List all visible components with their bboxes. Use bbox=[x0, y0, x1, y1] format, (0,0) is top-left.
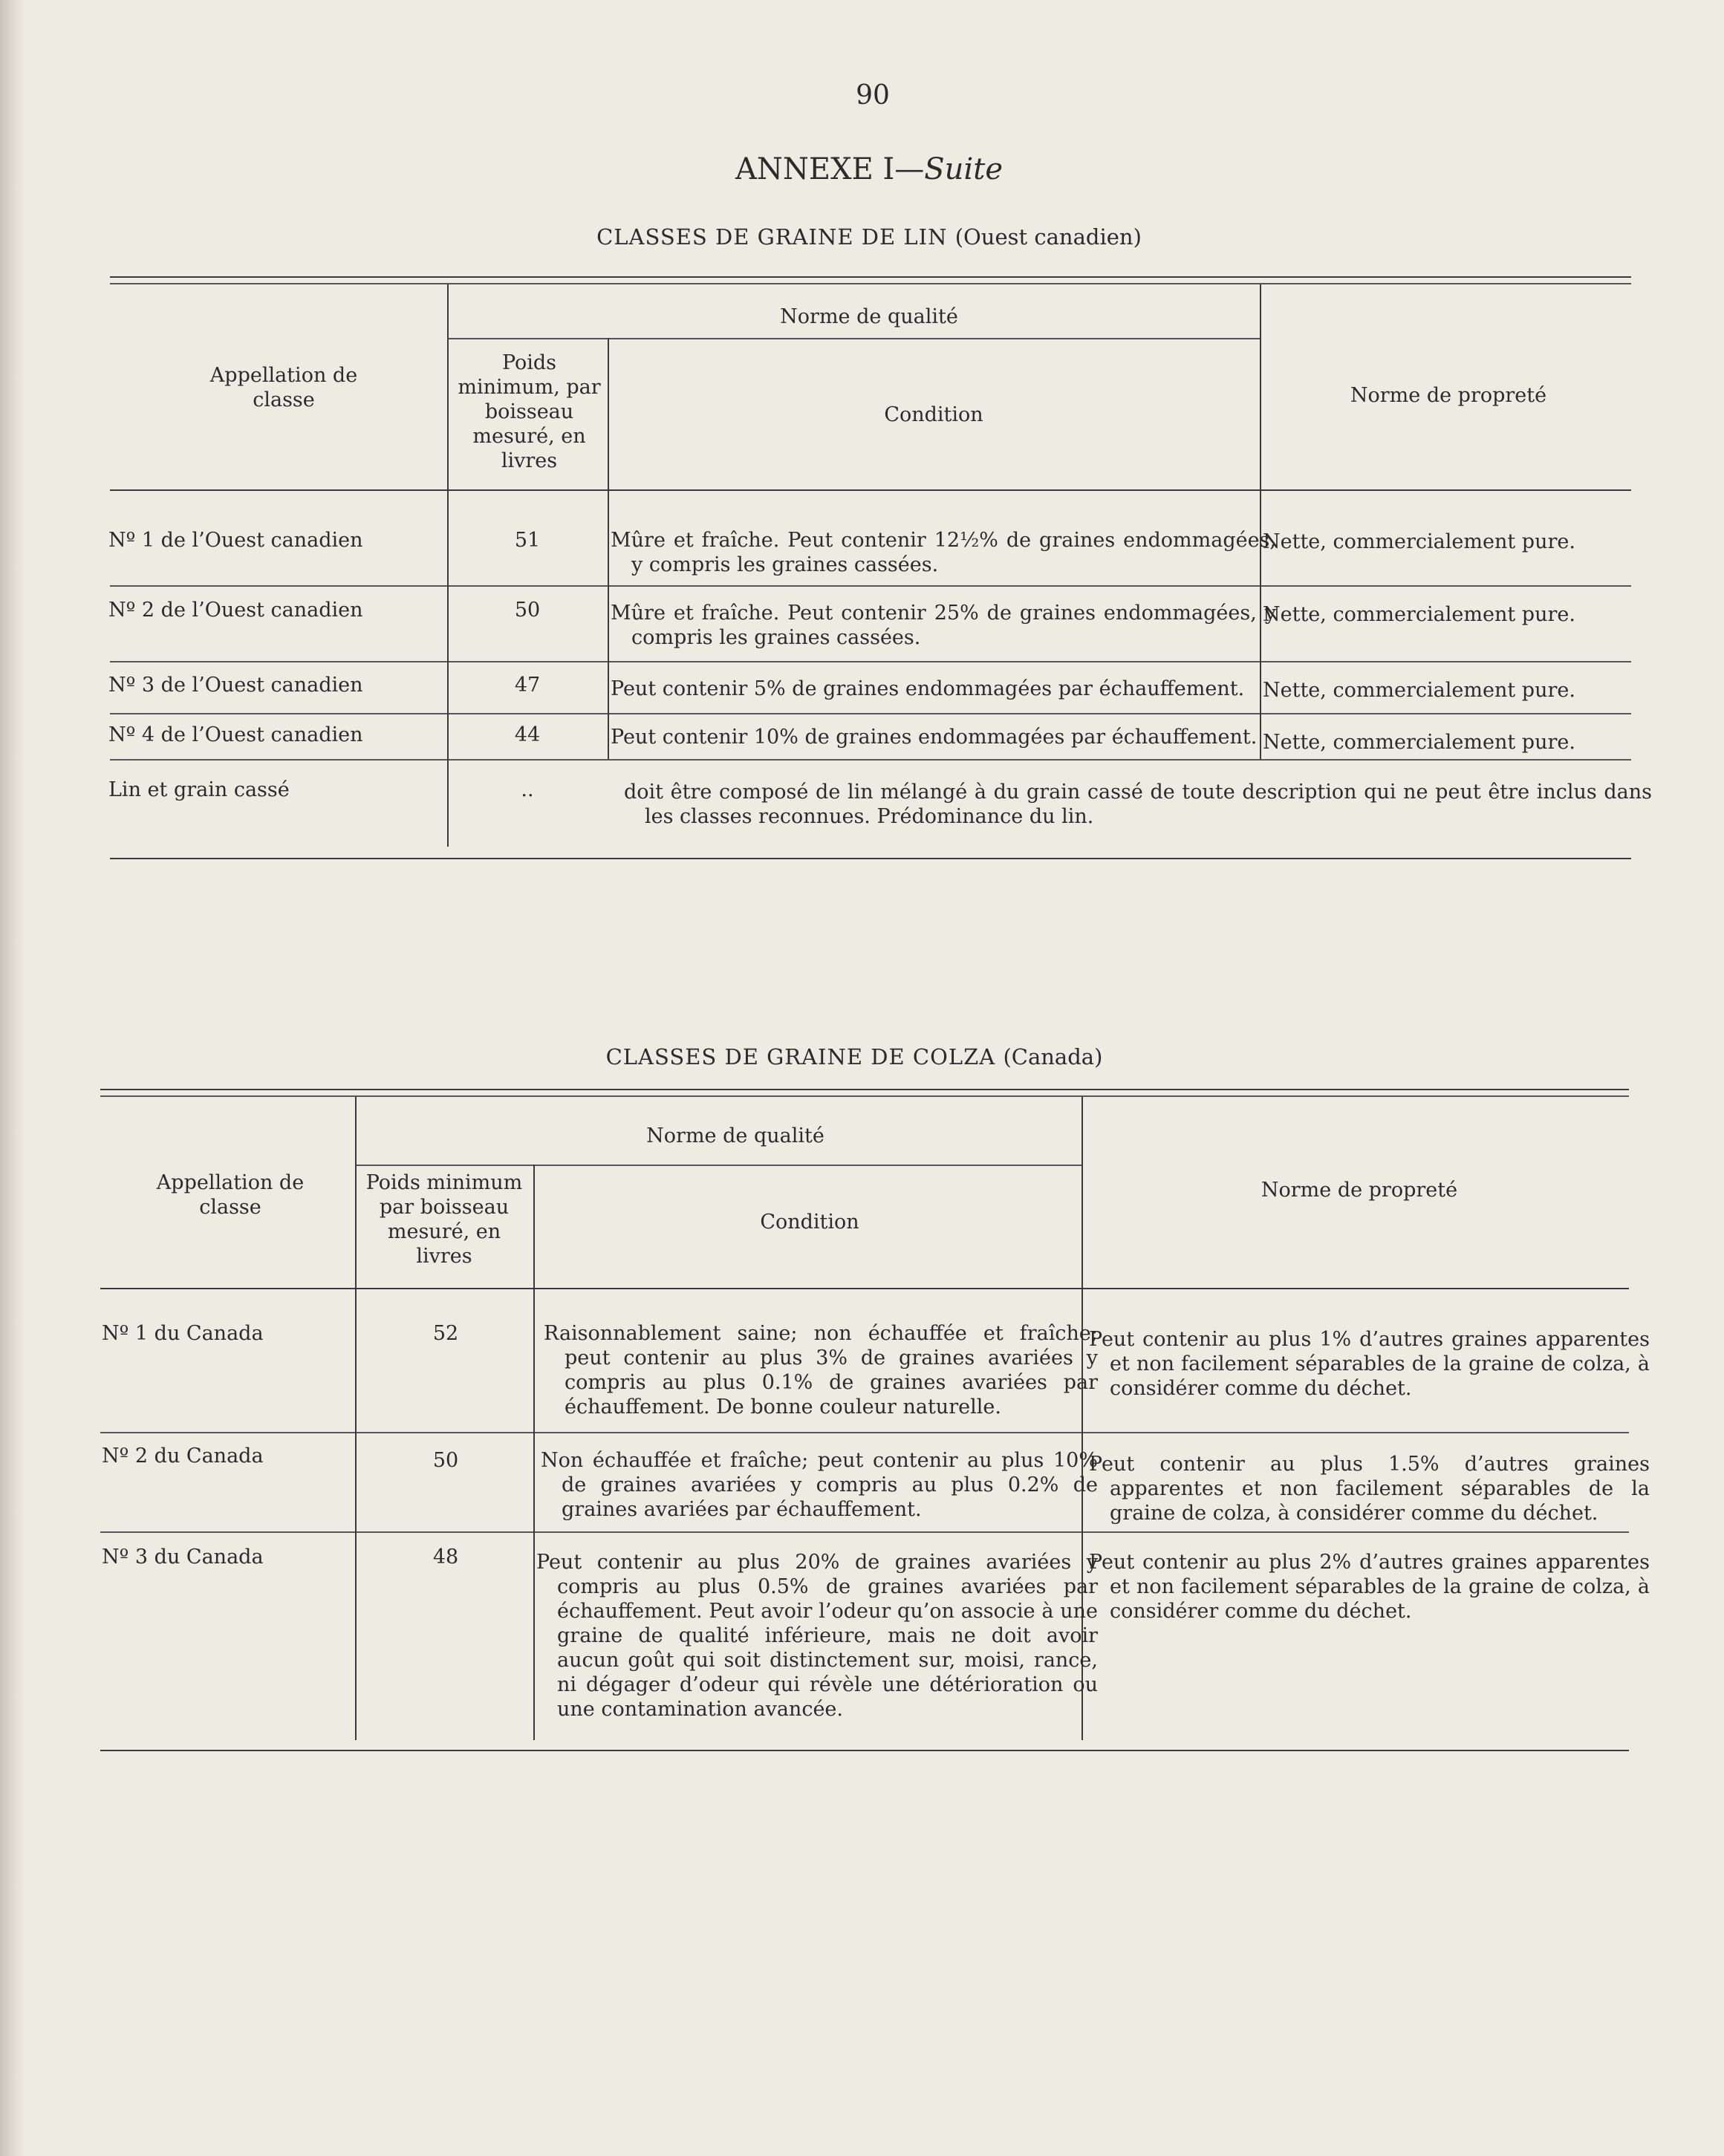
rapeseed-row-rule-1 bbox=[100, 1432, 1629, 1433]
rapeseed-row-1-grade: Nº 1 du Canada bbox=[102, 1322, 264, 1345]
flax-row-rule-2 bbox=[110, 661, 1631, 662]
flax-row-2-condition: Mûre et fraîche. Peut contenir 25% de graines endommagées, y compris les graines cassées. bbox=[611, 602, 1276, 649]
rapeseed-row-2-grade: Nº 2 du Canada bbox=[102, 1445, 264, 1468]
flax-row-rule-1 bbox=[110, 585, 1631, 587]
rapeseed-header-quality-standard: Norme de qualité bbox=[646, 1124, 824, 1147]
flax-header-condition: Condition bbox=[884, 403, 983, 426]
rapeseed-header-rule bbox=[100, 1288, 1629, 1289]
flax-row-3-weight: 47 bbox=[514, 674, 541, 697]
rapeseed-row-3-condition: Peut contenir au plus 20% de graines avariées y compris au plus 0.5% de graines avariées par échauffement. Peut avoir l’odeur qu’on associe à une graine de qualité inférieure, mais ne doit avoir aucun goût qui soit distinctement sur, moisi, rance, ni dégager d’odeur qui révèle une détérioration ou une contamination avancée. bbox=[536, 1551, 1098, 1721]
rapeseed-col-line-2 bbox=[533, 1165, 535, 1740]
page-binding-edge bbox=[0, 0, 25, 2156]
rapeseed-row-1-weight: 52 bbox=[432, 1322, 459, 1345]
flax-subtitle-text: (Ouest canadien) bbox=[954, 224, 1142, 250]
rapeseed-row-2-condition: Non échauffée et fraîche; peut contenir au plus 10% de graines avariées y compris au plus 0.2% de graines avariées par échauffement. bbox=[541, 1449, 1098, 1521]
rapeseed-row-1-condition: Raisonnablement saine; non échauffée et fraîche; peut contenir au plus 3% de graines avariées y compris au plus 0.1% de graines avariées par échauffement. De bonne couleur naturelle. bbox=[544, 1322, 1098, 1419]
rapeseed-subtitle-text: (Canada) bbox=[1003, 1044, 1103, 1069]
rapeseed-quality-rule bbox=[355, 1165, 1081, 1166]
flax-row-5-grade: Lin et grain cassé bbox=[108, 778, 290, 801]
flax-col-line-2 bbox=[608, 338, 609, 759]
rapeseed-col-line-1 bbox=[355, 1097, 357, 1740]
flax-row-1-condition: Mûre et fraîche. Peut contenir 12½% de graines endommagées, y compris les graines cassées. bbox=[611, 529, 1276, 576]
rapeseed-top-rule bbox=[100, 1089, 1629, 1090]
flax-row-4-grade: Nº 4 de l’Ouest canadien bbox=[108, 723, 363, 746]
flax-header-min-weight: Poids minimum, par boisseau mesuré, en livres bbox=[458, 351, 601, 472]
flax-row-4-cleanliness: Nette, commercialement pure. bbox=[1263, 731, 1575, 754]
flax-row-5-weight: .. bbox=[521, 778, 534, 801]
rapeseed-row-3-weight: 48 bbox=[432, 1546, 459, 1569]
flax-header-cleanliness: Norme de propreté bbox=[1350, 384, 1547, 407]
flax-row-5-description: doit être composé de lin mélangé à du grain cassé de toute description qui ne peut être inclus dans les classes reconnues. Prédominance du lin. bbox=[624, 781, 1652, 828]
flax-row-2-weight: 50 bbox=[514, 599, 541, 622]
rapeseed-table-title bbox=[461, 1044, 1248, 1069]
flax-row-2-cleanliness: Nette, commercialement pure. bbox=[1263, 603, 1575, 626]
flax-quality-rule bbox=[447, 338, 1260, 339]
flax-top-rule-2 bbox=[110, 283, 1631, 284]
flax-top-rule bbox=[110, 276, 1631, 278]
rapeseed-title-text: CLASSES DE GRAINE DE COLZA bbox=[605, 1044, 996, 1069]
flax-header-grade-name: Appellation de classe bbox=[209, 364, 358, 411]
flax-row-1-weight: 51 bbox=[514, 529, 541, 552]
flax-header-rule bbox=[110, 489, 1631, 491]
flax-title-text: CLASSES DE GRAINE DE LIN bbox=[596, 224, 948, 250]
rapeseed-header-grade-name: Appellation de classe bbox=[156, 1171, 305, 1219]
annex-title-main: ANNEXE I— bbox=[735, 152, 925, 186]
rapeseed-top-rule-2 bbox=[100, 1095, 1629, 1097]
flax-header-quality-standard: Norme de qualité bbox=[780, 305, 958, 328]
rapeseed-row-2-weight: 50 bbox=[432, 1449, 459, 1472]
flax-table-title bbox=[475, 224, 1263, 250]
flax-row-rule-3 bbox=[110, 713, 1631, 714]
rapeseed-header-condition: Condition bbox=[760, 1211, 859, 1234]
flax-row-2-grade: Nº 2 de l’Ouest canadien bbox=[108, 599, 363, 622]
page-number: 90 bbox=[856, 80, 890, 111]
annex-title-suffix: Suite bbox=[924, 152, 1003, 186]
rapeseed-row-1-cleanliness: Peut contenir au plus 1% d’autres graines apparentes et non facilement séparables de la graine de colza, à considérer comme du déchet. bbox=[1089, 1328, 1650, 1400]
flax-row-3-cleanliness: Nette, commercialement pure. bbox=[1263, 679, 1575, 702]
rapeseed-row-rule-2 bbox=[100, 1531, 1629, 1533]
flax-row-4-condition: Peut contenir 10% de graines endommagées par échauffement. bbox=[611, 726, 1258, 749]
flax-row-1-cleanliness: Nette, commercialement pure. bbox=[1263, 530, 1575, 553]
rapeseed-row-3-cleanliness: Peut contenir au plus 2% d’autres graines apparentes et non facilement séparables de la graine de colza, à considérer comme du déchet. bbox=[1089, 1551, 1650, 1623]
flax-row-4-weight: 44 bbox=[514, 723, 541, 746]
flax-row-rule-4 bbox=[110, 759, 1631, 761]
flax-row-3-condition: Peut contenir 5% de graines endommagées par échauffement. bbox=[611, 677, 1245, 700]
rapeseed-row-2-cleanliness: Peut contenir au plus 1.5% d’autres graines apparentes et non facilement séparables de la graine de colza, à considérer comme du déchet. bbox=[1089, 1453, 1650, 1525]
flax-row-1-grade: Nº 1 de l’Ouest canadien bbox=[108, 529, 363, 552]
annex-title bbox=[713, 152, 1025, 186]
flax-col-line-3 bbox=[1260, 284, 1261, 759]
rapeseed-row-3-grade: Nº 3 du Canada bbox=[102, 1546, 264, 1569]
rapeseed-header-cleanliness: Norme de propreté bbox=[1261, 1179, 1458, 1202]
flax-col-line-1 bbox=[447, 284, 449, 847]
rapeseed-bottom-rule bbox=[100, 1750, 1629, 1751]
flax-row-3-grade: Nº 3 de l’Ouest canadien bbox=[108, 674, 363, 697]
flax-bottom-rule bbox=[110, 858, 1631, 859]
rapeseed-header-min-weight: Poids minimum par boisseau mesuré, en livres bbox=[365, 1171, 523, 1268]
